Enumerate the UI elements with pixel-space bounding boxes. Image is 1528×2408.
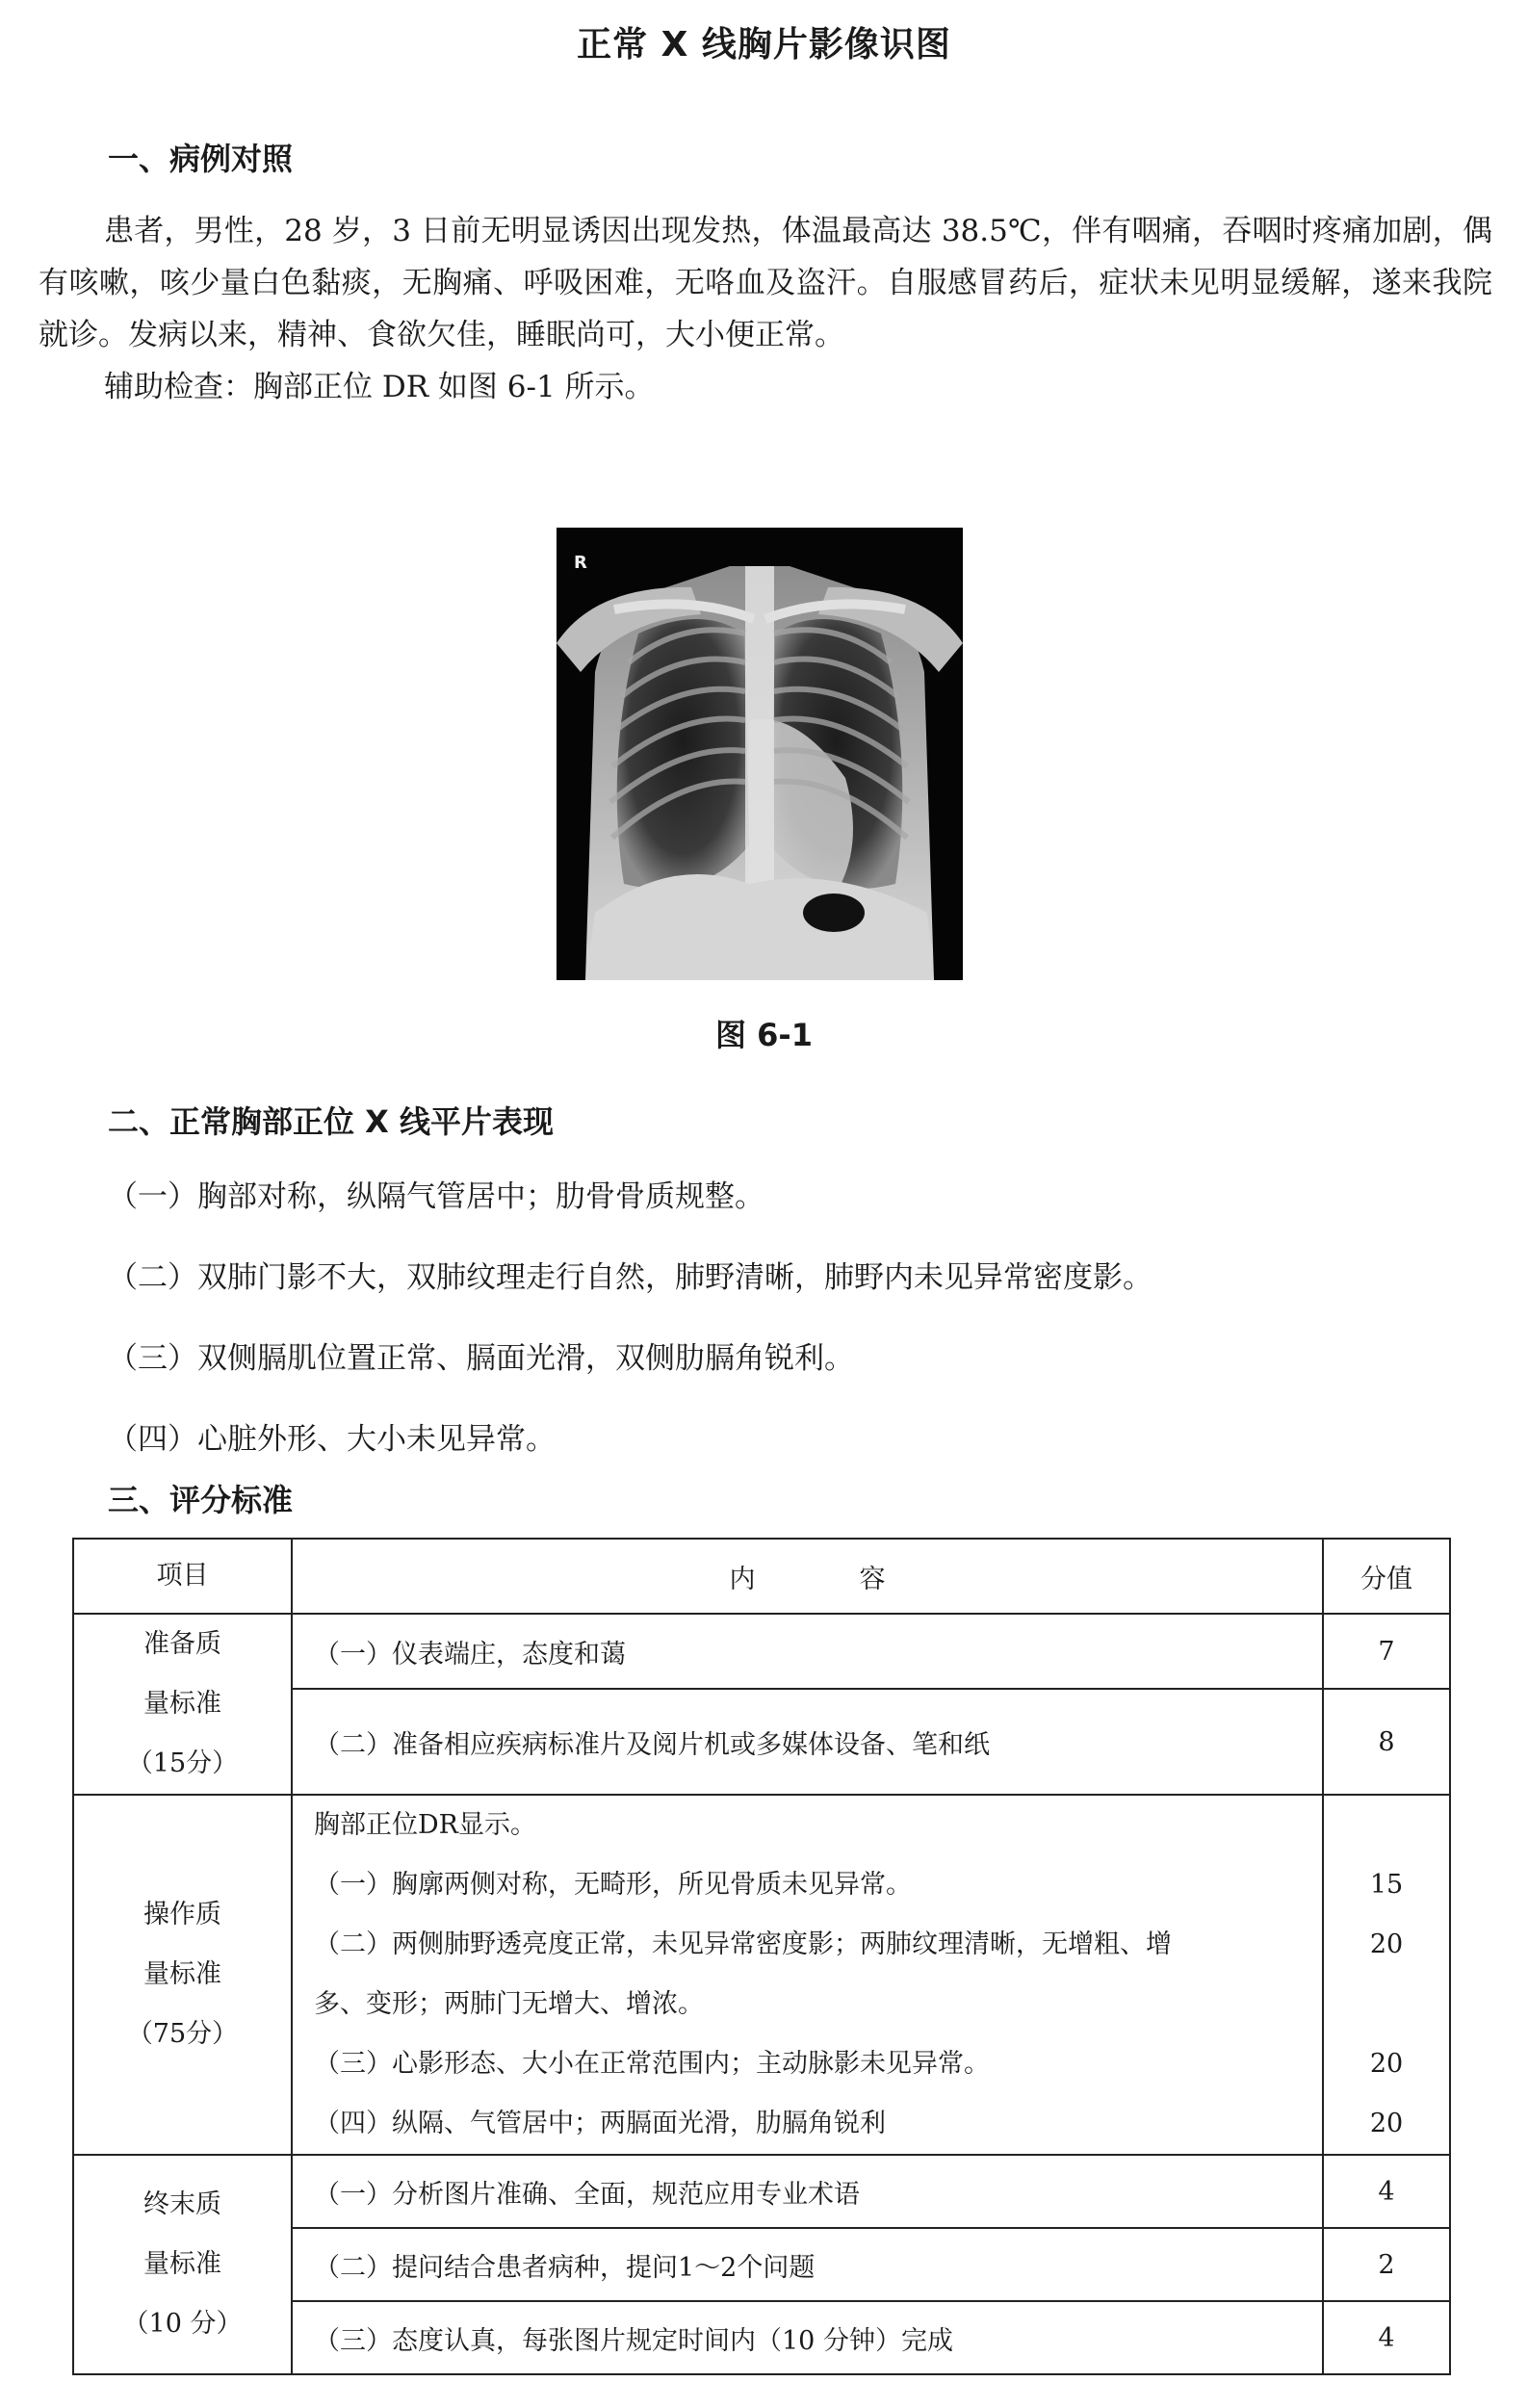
op-content <box>292 1795 1323 2155</box>
header-score: 分值 <box>1323 1539 1450 1614</box>
table-header-row <box>73 1539 1450 1614</box>
page-title: 正常 X 线胸片影像识图 <box>577 25 951 65</box>
header-item: 项目 <box>73 1539 292 1614</box>
op-score: 20 <box>1369 2109 1404 2138</box>
op-label-line: （75分） <box>126 2019 239 2049</box>
section-heading-normal-findings: 二、正常胸部正位 X 线平片表现 <box>108 1103 554 1140</box>
op-item: （四）纵隔、气管居中；两膈面光滑，肋膈角锐利 <box>314 2109 886 2138</box>
final-label-line: （10 分） <box>122 2309 243 2339</box>
xray-side-marker: R <box>574 553 587 573</box>
aux-exam-text: 辅助检查：胸部正位 DR 如图 6-1 所示。 <box>104 370 655 404</box>
final-label <box>73 2155 292 2374</box>
final-content: （一）分析图片准确、全面，规范应用专业术语 <box>292 2155 1323 2228</box>
prep-content: （一）仪表端庄，态度和蔼 <box>292 1614 1323 1689</box>
prep-label-line: 量标准 <box>143 1689 221 1719</box>
prep-label <box>73 1614 292 1795</box>
op-score: 20 <box>1369 1929 1404 1959</box>
section-heading-scoring: 三、评分标准 <box>108 1482 294 1518</box>
final-content: （二）提问结合患者病种，提问1～2个问题 <box>292 2228 1323 2301</box>
prep-score: 7 <box>1323 1614 1450 1689</box>
op-item-continued: 多、变形；两肺门无增大、增浓。 <box>314 1989 704 2019</box>
final-score: 4 <box>1323 2301 1450 2374</box>
final-label-line: 量标准 <box>143 2249 221 2279</box>
op-label-line: 操作质 <box>143 1900 221 1929</box>
scoring-table <box>72 1538 1451 2375</box>
op-score: 20 <box>1369 2049 1404 2079</box>
finding-item: （四）心脏外形、大小未见异常。 <box>108 1422 556 1457</box>
final-score: 2 <box>1323 2228 1450 2301</box>
section-heading-case: 一、病例对照 <box>108 141 294 177</box>
finding-item: （一）胸部对称，纵隔气管居中；肋骨骨质规整。 <box>108 1179 764 1214</box>
prep-label-line: （15分） <box>126 1748 239 1778</box>
finding-item: （三）双侧膈肌位置正常、膈面光滑，双侧肋膈角锐利。 <box>108 1341 854 1376</box>
op-label-line: 量标准 <box>143 1959 221 1989</box>
op-item: （一）胸廓两侧对称，无畸形，所见骨质未见异常。 <box>314 1870 912 1900</box>
figure-caption: 图 6-1 <box>715 1017 813 1053</box>
op-intro: 胸部正位DR显示。 <box>314 1810 536 1840</box>
table-row <box>73 1614 1450 1689</box>
final-content: （三）态度认真，每张图片规定时间内（10 分钟）完成 <box>292 2301 1323 2374</box>
case-text: 患者，男性，28 岁，3 日前无明显诱因出现发热，体温最高达 38.5℃，伴有咽痛，吞咽时疼痛加剧，偶有咳嗽，咳少量白色黏痰，无胸痛、呼吸困难，无咯血及盗汗。自服感冒药后，症状未见明显缓解，遂来我院就诊。发病以来，精神、食欲欠佳，睡眠尚可，大小便正常。 <box>39 214 1492 352</box>
op-item: （二）两侧肺野透亮度正常，未见异常密度影；两肺纹理清晰，无增粗、增 <box>314 1929 1172 1959</box>
op-item: （三）心影形态、大小在正常范围内；主动脉影未见异常。 <box>314 2049 990 2079</box>
case-description <box>39 205 1492 413</box>
final-label-line: 终末质 <box>143 2189 221 2219</box>
prep-label-line: 准备质 <box>143 1629 221 1659</box>
chest-xray-image <box>557 528 963 980</box>
header-content: 内 容 <box>292 1539 1323 1614</box>
prep-score: 8 <box>1323 1689 1450 1795</box>
table-row <box>73 1795 1450 2155</box>
prep-content: （二）准备相应疾病标准片及阅片机或多媒体设备、笔和纸 <box>292 1689 1323 1795</box>
final-score: 4 <box>1323 2155 1450 2228</box>
finding-item: （二）双肺门影不大，双肺纹理走行自然，肺野清晰，肺野内未见异常密度影。 <box>108 1260 1152 1295</box>
op-score: 15 <box>1369 1870 1404 1900</box>
table-row <box>73 2155 1450 2228</box>
op-scores <box>1323 1795 1450 2155</box>
op-label <box>73 1795 292 2155</box>
